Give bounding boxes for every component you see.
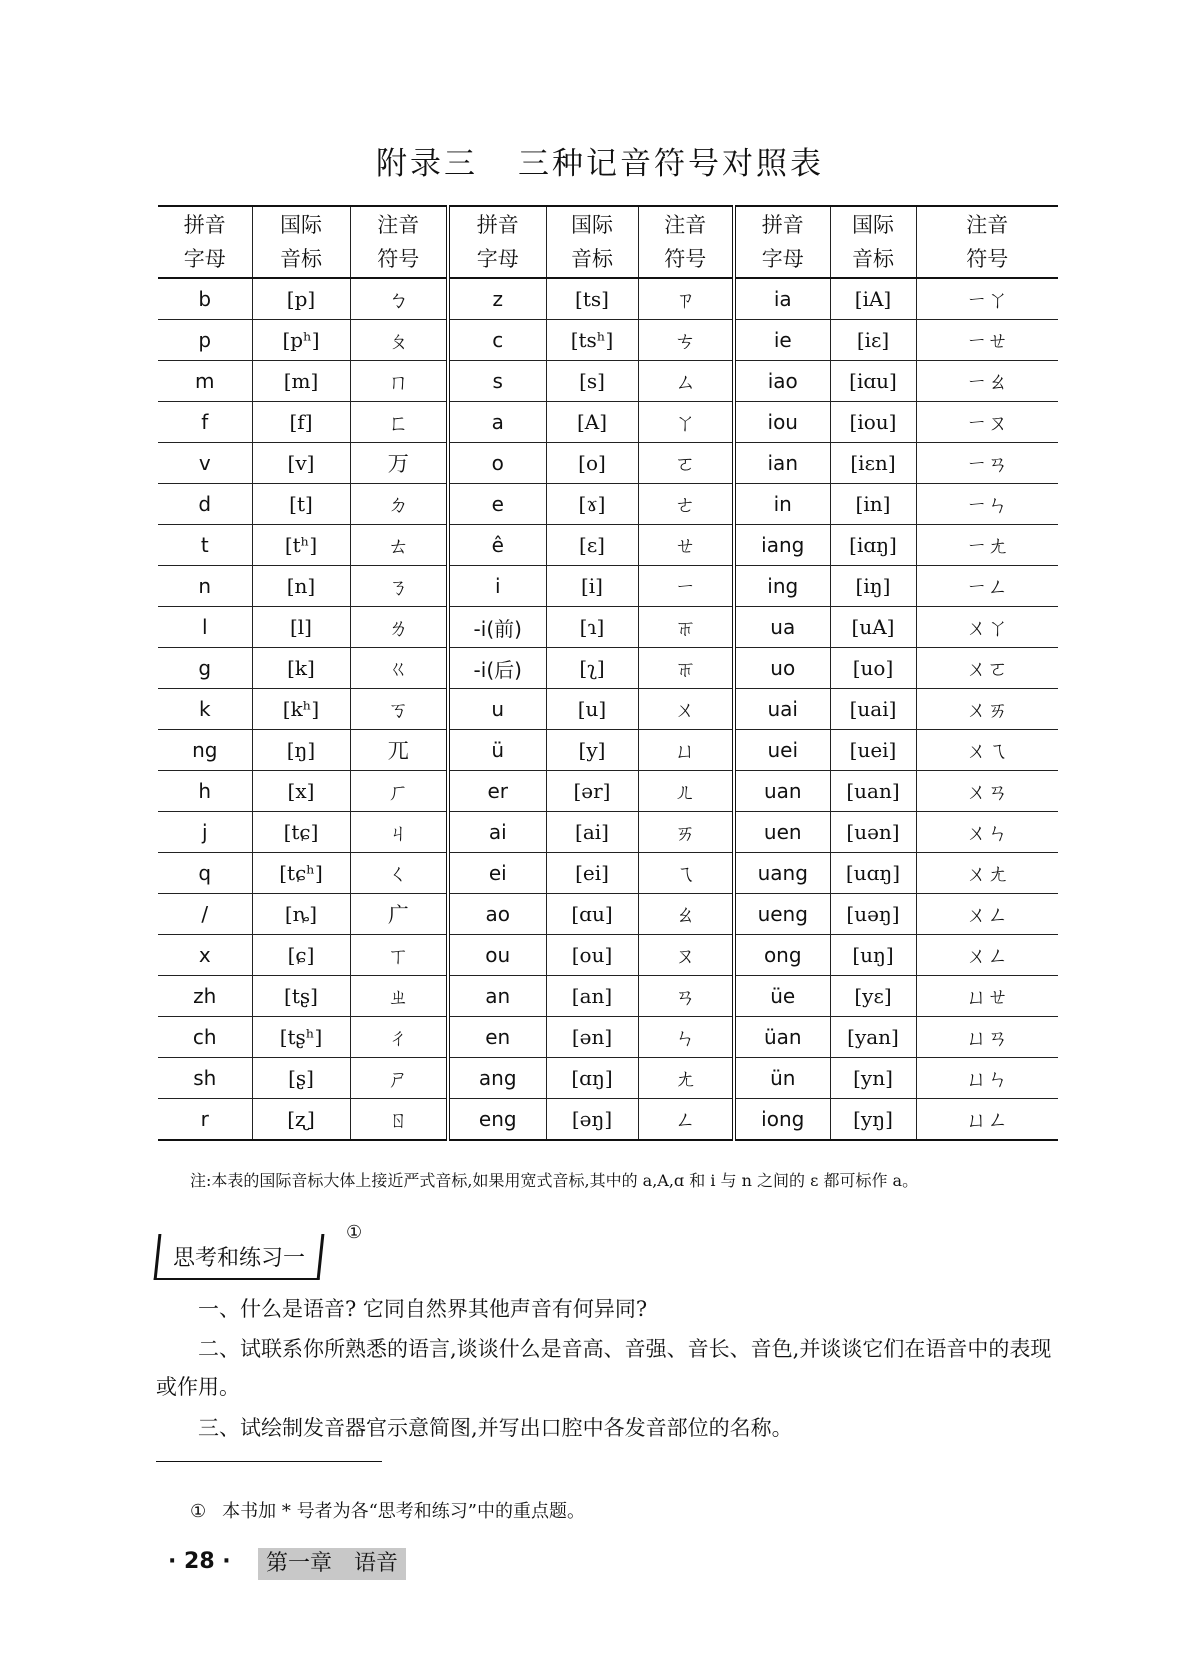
- ipa-cell: [ɿ]: [546, 607, 638, 648]
- pinyin-cell: /: [158, 894, 252, 935]
- zhuyin-cell: ㄗ: [638, 278, 734, 320]
- ipa-cell: [ɑu]: [546, 894, 638, 935]
- zhuyin-cell: ㄇ: [350, 361, 448, 402]
- ipa-cell: [m]: [252, 361, 350, 402]
- ipa-cell: [l]: [252, 607, 350, 648]
- table-row: [158, 812, 1058, 853]
- appendix-label: 附录三: [376, 146, 478, 182]
- ipa-cell: [tʂʰ]: [252, 1017, 350, 1058]
- zhuyin-cell: ㄅ: [350, 278, 448, 320]
- zhuyin-cell: ㄑ: [350, 853, 448, 894]
- ipa-cell: [ei]: [546, 853, 638, 894]
- pinyin-cell: a: [448, 402, 546, 443]
- pinyin-cell: z: [448, 278, 546, 320]
- zhuyin-cell: ㄭ: [638, 648, 734, 689]
- pinyin-cell: uai: [734, 689, 830, 730]
- pinyin-cell: u: [448, 689, 546, 730]
- zhuyin-cell: ㄨㄚ: [916, 607, 1058, 648]
- exercise-heading: [154, 1234, 325, 1280]
- zhuyin-cell: ㄘ: [638, 320, 734, 361]
- ipa-cell: [əŋ]: [546, 1099, 638, 1141]
- table-row: [158, 935, 1058, 976]
- zhuyin-cell: ㄛ: [638, 443, 734, 484]
- zhuyin-cell: ㄍ: [350, 648, 448, 689]
- zhuyin-cell: ㄌ: [350, 607, 448, 648]
- ipa-cell: [v]: [252, 443, 350, 484]
- pinyin-cell: uang: [734, 853, 830, 894]
- pinyin-cell: m: [158, 361, 252, 402]
- table-row: [158, 894, 1058, 935]
- pinyin-cell: ai: [448, 812, 546, 853]
- pinyin-cell: -i(前): [448, 607, 546, 648]
- zhuyin-cell: ㄨㄥ: [916, 935, 1058, 976]
- ipa-cell: [ɛ]: [546, 525, 638, 566]
- pinyin-cell: i: [448, 566, 546, 607]
- ipa-cell: [iɑŋ]: [830, 525, 916, 566]
- zhuyin-cell: ㄪ: [350, 443, 448, 484]
- footnote: [190, 1497, 585, 1523]
- pinyin-cell: eng: [448, 1099, 546, 1141]
- pinyin-cell: ie: [734, 320, 830, 361]
- zhuyin-cell: ㄨㄢ: [916, 771, 1058, 812]
- ipa-cell: [uai]: [830, 689, 916, 730]
- zhuyin-cell: ㄤ: [638, 1058, 734, 1099]
- footnote-text: 本书加 * 号者为各“思考和练习”中的重点题。: [222, 1501, 585, 1522]
- zhuyin-cell: ㄧㄤ: [916, 525, 1058, 566]
- zhuyin-cell: ㄨㄟ: [916, 730, 1058, 771]
- zhuyin-cell: ㄩ: [638, 730, 734, 771]
- zhuyin-cell: ㄨㄤ: [916, 853, 1058, 894]
- ipa-cell: [A]: [546, 402, 638, 443]
- ipa-cell: [pʰ]: [252, 320, 350, 361]
- pinyin-cell: uo: [734, 648, 830, 689]
- column-header: 国际 音标: [830, 206, 916, 278]
- table-row: [158, 278, 1058, 320]
- page-title: [0, 138, 1200, 183]
- zhuyin-cell: ㄒ: [350, 935, 448, 976]
- ipa-cell: [ts]: [546, 278, 638, 320]
- table-row: [158, 320, 1058, 361]
- ipa-cell: [ər]: [546, 771, 638, 812]
- pinyin-cell: üan: [734, 1017, 830, 1058]
- exercise-title: 思考和练习一: [173, 1245, 306, 1271]
- ipa-cell: [o]: [546, 443, 638, 484]
- zhuyin-cell: ㄧㄡ: [916, 402, 1058, 443]
- ipa-cell: [uA]: [830, 607, 916, 648]
- zhuyin-cell: ㄕ: [350, 1058, 448, 1099]
- ipa-cell: [ŋ]: [252, 730, 350, 771]
- ipa-cell: [ən]: [546, 1017, 638, 1058]
- zhuyin-cell: ㄉ: [350, 484, 448, 525]
- table-row: [158, 730, 1058, 771]
- footnote-mark: ①: [190, 1501, 207, 1522]
- pinyin-cell: uan: [734, 771, 830, 812]
- ipa-cell: [ȵ]: [252, 894, 350, 935]
- pinyin-cell: f: [158, 402, 252, 443]
- pinyin-cell: b: [158, 278, 252, 320]
- table-row: [158, 1058, 1058, 1099]
- pinyin-cell: ing: [734, 566, 830, 607]
- column-header: 注音 符号: [638, 206, 734, 278]
- question-3: 三、试绘制发音器官示意简图,并写出口腔中各发音部位的名称。: [198, 1416, 793, 1440]
- footnote-divider: [156, 1461, 382, 1462]
- pinyin-cell: ao: [448, 894, 546, 935]
- exercise-footnote-mark: ①: [346, 1222, 363, 1243]
- pinyin-cell: v: [158, 443, 252, 484]
- pinyin-cell: d: [158, 484, 252, 525]
- ipa-cell: [iA]: [830, 278, 916, 320]
- pinyin-cell: p: [158, 320, 252, 361]
- pinyin-cell: uen: [734, 812, 830, 853]
- zhuyin-cell: ㄙ: [638, 361, 734, 402]
- pinyin-cell: r: [158, 1099, 252, 1141]
- pinyin-cell: ian: [734, 443, 830, 484]
- zhuyin-cell: ㄩㄢ: [916, 1017, 1058, 1058]
- ipa-cell: [ʐ]: [252, 1099, 350, 1141]
- ipa-cell: [iŋ]: [830, 566, 916, 607]
- column-header: 国际 音标: [252, 206, 350, 278]
- pinyin-cell: ei: [448, 853, 546, 894]
- table-row: [158, 1099, 1058, 1141]
- ipa-cell: [s]: [546, 361, 638, 402]
- zhuyin-cell: ㄨ: [638, 689, 734, 730]
- pinyin-cell: en: [448, 1017, 546, 1058]
- table-row: [158, 402, 1058, 443]
- zhuyin-cell: ㄭ: [638, 607, 734, 648]
- column-header: 国际 音标: [546, 206, 638, 278]
- column-header: 拼音 字母: [158, 206, 252, 278]
- pinyin-cell: ong: [734, 935, 830, 976]
- zhuyin-cell: ㄧㄠ: [916, 361, 1058, 402]
- ipa-cell: [yɛ]: [830, 976, 916, 1017]
- zhuyin-cell: ㄧㄚ: [916, 278, 1058, 320]
- pinyin-cell: ü: [448, 730, 546, 771]
- table-row: [158, 853, 1058, 894]
- ipa-cell: [uo]: [830, 648, 916, 689]
- ipa-cell: [an]: [546, 976, 638, 1017]
- zhuyin-cell: ㄚ: [638, 402, 734, 443]
- chapter-label: 第一章 语音: [258, 1548, 406, 1580]
- ipa-cell: [y]: [546, 730, 638, 771]
- zhuyin-cell: ㄞ: [638, 812, 734, 853]
- zhuyin-cell: ㄢ: [638, 976, 734, 1017]
- ipa-cell: [uŋ]: [830, 935, 916, 976]
- ipa-cell: [yŋ]: [830, 1099, 916, 1141]
- table-note: 注:本表的国际音标大体上接近严式音标,如果用宽式音标,其中的 a,A,ɑ 和 i 与 n 之间的 ɛ 都可标作 a。: [190, 1171, 919, 1190]
- question-2: 二、试联系你所熟悉的语言,谈谈什么是音高、音强、音长、音色,并谈谈它们在语音中的表现或作用。: [156, 1337, 1052, 1399]
- pinyin-cell: an: [448, 976, 546, 1017]
- zhuyin-cell: ㄧㄥ: [916, 566, 1058, 607]
- phonetic-comparison-table: [158, 205, 1058, 1141]
- zhuyin-cell: ㄨㄣ: [916, 812, 1058, 853]
- ipa-cell: [ɕ]: [252, 935, 350, 976]
- pinyin-cell: in: [734, 484, 830, 525]
- ipa-cell: [t]: [252, 484, 350, 525]
- pinyin-cell: ia: [734, 278, 830, 320]
- pinyin-cell: k: [158, 689, 252, 730]
- ipa-cell: [ʂ]: [252, 1058, 350, 1099]
- zhuyin-cell: ㄩㄣ: [916, 1058, 1058, 1099]
- ipa-cell: [x]: [252, 771, 350, 812]
- table-row: [158, 361, 1058, 402]
- ipa-cell: [tɕʰ]: [252, 853, 350, 894]
- pinyin-cell: sh: [158, 1058, 252, 1099]
- zhuyin-cell: ㄆ: [350, 320, 448, 361]
- zhuyin-cell: ㄥ: [638, 1099, 734, 1141]
- zhuyin-cell: ㄬ: [350, 894, 448, 935]
- ipa-cell: [tsʰ]: [546, 320, 638, 361]
- ipa-cell: [iɛn]: [830, 443, 916, 484]
- pinyin-cell: h: [158, 771, 252, 812]
- pinyin-cell: n: [158, 566, 252, 607]
- ipa-cell: [uan]: [830, 771, 916, 812]
- table-row: [158, 976, 1058, 1017]
- table-row: [158, 771, 1058, 812]
- pinyin-cell: üe: [734, 976, 830, 1017]
- ipa-cell: [iou]: [830, 402, 916, 443]
- pinyin-cell: t: [158, 525, 252, 566]
- zhuyin-cell: ㄨㄞ: [916, 689, 1058, 730]
- ipa-cell: [f]: [252, 402, 350, 443]
- ipa-cell: [uɑŋ]: [830, 853, 916, 894]
- table-row: [158, 1017, 1058, 1058]
- pinyin-cell: e: [448, 484, 546, 525]
- pinyin-cell: ua: [734, 607, 830, 648]
- zhuyin-cell: ㄔ: [350, 1017, 448, 1058]
- ipa-cell: [p]: [252, 278, 350, 320]
- zhuyin-cell: ㄏ: [350, 771, 448, 812]
- zhuyin-cell: ㄫ: [350, 730, 448, 771]
- column-header: 拼音 字母: [734, 206, 830, 278]
- table-title: 三种记音符号对照表: [518, 146, 824, 182]
- ipa-cell: [tʰ]: [252, 525, 350, 566]
- pinyin-cell: x: [158, 935, 252, 976]
- pinyin-cell: iao: [734, 361, 830, 402]
- pinyin-cell: ueng: [734, 894, 830, 935]
- zhuyin-cell: ㄨㄛ: [916, 648, 1058, 689]
- zhuyin-cell: ㄈ: [350, 402, 448, 443]
- ipa-cell: [u]: [546, 689, 638, 730]
- column-header: 注音 符号: [350, 206, 448, 278]
- ipa-cell: [uən]: [830, 812, 916, 853]
- zhuyin-cell: ㄧㄣ: [916, 484, 1058, 525]
- table-row: [158, 443, 1058, 484]
- zhuyin-cell: ㄜ: [638, 484, 734, 525]
- pinyin-cell: ou: [448, 935, 546, 976]
- pinyin-cell: ê: [448, 525, 546, 566]
- zhuyin-cell: ㄟ: [638, 853, 734, 894]
- table-row: [158, 689, 1058, 730]
- table-row: [158, 525, 1058, 566]
- column-header: 拼音 字母: [448, 206, 546, 278]
- ipa-cell: [yn]: [830, 1058, 916, 1099]
- pinyin-cell: iou: [734, 402, 830, 443]
- ipa-cell: [ʅ]: [546, 648, 638, 689]
- pinyin-cell: s: [448, 361, 546, 402]
- ipa-cell: [k]: [252, 648, 350, 689]
- table-header-row: [158, 206, 1058, 278]
- zhuyin-cell: ㄊ: [350, 525, 448, 566]
- zhuyin-cell: ㄡ: [638, 935, 734, 976]
- zhuyin-cell: ㄩㄥ: [966, 1108, 1009, 1132]
- ipa-cell: [ɤ]: [546, 484, 638, 525]
- pinyin-cell: -i(后): [448, 648, 546, 689]
- ipa-cell: [in]: [830, 484, 916, 525]
- ipa-cell: [tʂ]: [252, 976, 350, 1017]
- ipa-cell: [iɛ]: [830, 320, 916, 361]
- ipa-cell: [iɑu]: [830, 361, 916, 402]
- zhuyin-cell: ㄋ: [350, 566, 448, 607]
- pinyin-cell: ch: [158, 1017, 252, 1058]
- ipa-cell: [ai]: [546, 812, 638, 853]
- ipa-cell: [ou]: [546, 935, 638, 976]
- pinyin-cell: uei: [734, 730, 830, 771]
- zhuyin-cell: ㄎ: [350, 689, 448, 730]
- page-number: · 28 ·: [168, 1549, 231, 1574]
- pinyin-cell: c: [448, 320, 546, 361]
- ipa-cell: [i]: [546, 566, 638, 607]
- zhuyin-cell: ㄨㄥ: [916, 894, 1058, 935]
- pinyin-cell: ün: [734, 1058, 830, 1099]
- ipa-cell: [n]: [252, 566, 350, 607]
- question-1: 一、什么是语音? 它同自然界其他声音有何异同?: [198, 1297, 648, 1321]
- zhuyin-cell: ㄧㄝ: [916, 320, 1058, 361]
- table-row: [158, 484, 1058, 525]
- zhuyin-cell: ㄧ: [638, 566, 734, 607]
- ipa-cell: [uəŋ]: [830, 894, 916, 935]
- pinyin-cell: er: [448, 771, 546, 812]
- zhuyin-cell: ㄝ: [638, 525, 734, 566]
- ipa-cell: [uei]: [830, 730, 916, 771]
- ipa-cell: [ɑŋ]: [546, 1058, 638, 1099]
- zhuyin-cell: ㄩㄝ: [916, 976, 1058, 1017]
- zhuyin-cell: ㄠ: [638, 894, 734, 935]
- table-row: [158, 566, 1058, 607]
- zhuyin-cell: ㄖ: [350, 1099, 448, 1141]
- pinyin-cell: g: [158, 648, 252, 689]
- ipa-cell: [yan]: [830, 1017, 916, 1058]
- ipa-cell: [tɕ]: [252, 812, 350, 853]
- zhuyin-cell: ㄐ: [350, 812, 448, 853]
- pinyin-cell: iang: [734, 525, 830, 566]
- pinyin-cell: l: [158, 607, 252, 648]
- pinyin-cell: iong: [734, 1099, 830, 1141]
- table-row: [158, 648, 1058, 689]
- column-header: 注音 符号: [916, 206, 1058, 278]
- pinyin-cell: ang: [448, 1058, 546, 1099]
- zhuyin-cell: ㄧㄢ: [916, 443, 1058, 484]
- pinyin-cell: q: [158, 853, 252, 894]
- zhuyin-cell: ㄣ: [638, 1017, 734, 1058]
- pinyin-cell: o: [448, 443, 546, 484]
- ipa-cell: [kʰ]: [252, 689, 350, 730]
- pinyin-cell: j: [158, 812, 252, 853]
- zhuyin-cell: ㄓ: [350, 976, 448, 1017]
- pinyin-cell: zh: [158, 976, 252, 1017]
- table-row: [158, 607, 1058, 648]
- pinyin-cell: ng: [158, 730, 252, 771]
- zhuyin-cell: ㄦ: [638, 771, 734, 812]
